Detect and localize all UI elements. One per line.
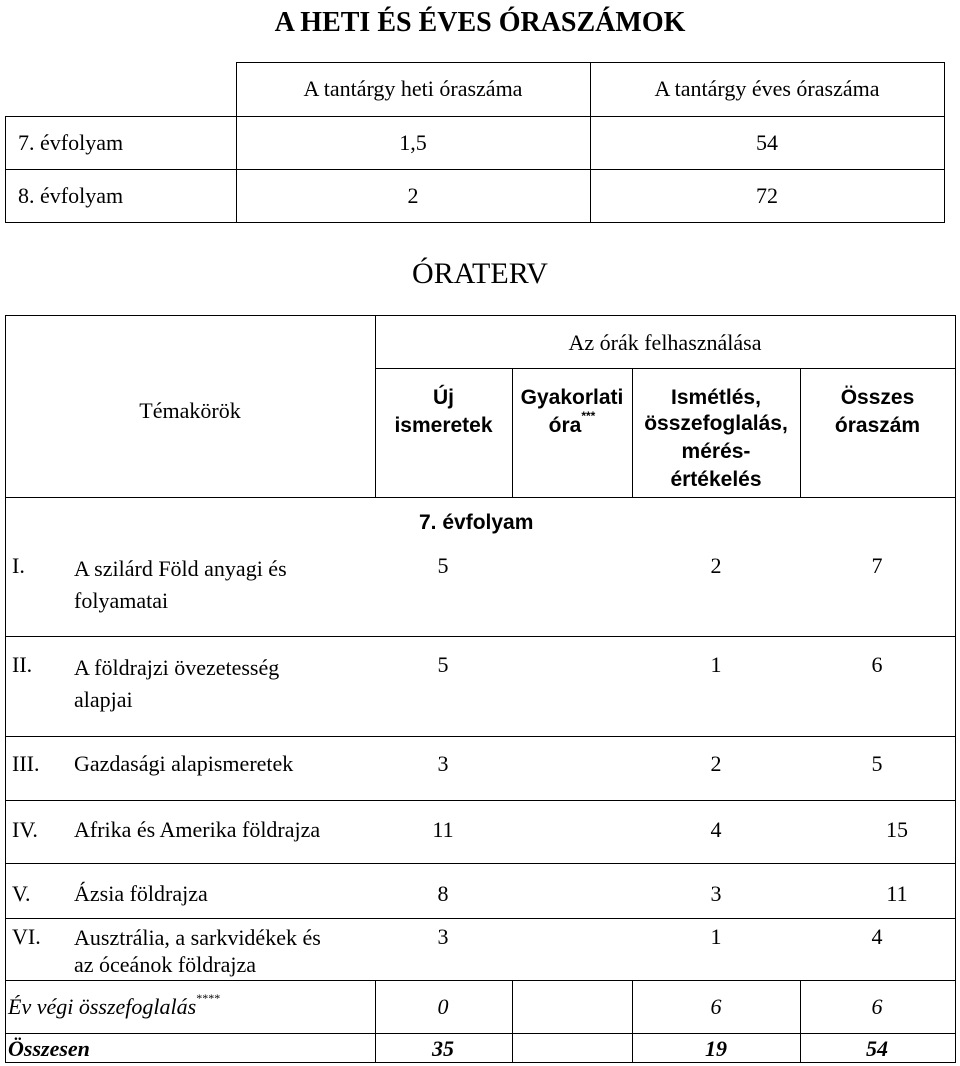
- year-end-review: 6: [710, 994, 722, 1019]
- topics-header: Témakörök: [139, 398, 241, 423]
- page-title: A HETI ÉS ÉVES ÓRASZÁMOK: [274, 7, 686, 38]
- sum-label: Összesen: [8, 1036, 90, 1061]
- new-hours: 11: [432, 817, 454, 842]
- sum-new: 35: [432, 1036, 454, 1061]
- grade-7-weekly: 1,5: [399, 130, 427, 155]
- total-hours: 4: [871, 924, 883, 949]
- grade-8-yearly: 72: [756, 183, 778, 208]
- grade-8-weekly: 2: [407, 183, 419, 208]
- review-hours: 1: [710, 652, 722, 677]
- topic-number: V.: [12, 881, 31, 906]
- new-hours: 3: [437, 751, 449, 776]
- review-hours: 4: [710, 817, 722, 842]
- review-hours: 3: [710, 881, 722, 906]
- topic-name: Ázsia földrajza: [74, 881, 208, 906]
- topic-name: Gazdasági alapismeretek: [74, 751, 294, 776]
- new-knowledge-header: Új ismeretek: [394, 386, 493, 437]
- topic-number: II.: [12, 652, 33, 677]
- grade-7-yearly: 54: [756, 130, 778, 155]
- topic-number: III.: [12, 751, 40, 776]
- sum-total: 54: [866, 1036, 888, 1061]
- weekly-hours-header: A tantárgy heti óraszáma: [303, 76, 523, 101]
- topic-number: VI.: [12, 924, 41, 949]
- review-hours: 2: [710, 553, 722, 578]
- topic-number: IV.: [12, 817, 38, 842]
- grade-label: 7. évfolyam: [419, 511, 534, 534]
- year-end-review-label: Év végi összefoglalás****: [8, 990, 221, 1019]
- grade-7-label: 7. évfolyam: [18, 130, 124, 155]
- total-hours: 5: [871, 751, 883, 776]
- review-hours: 1: [710, 924, 722, 949]
- total-hours: 11: [886, 881, 908, 906]
- topic-name: A szilárd Föld anyagi és folyamatai: [74, 556, 287, 613]
- usage-group-header: Az órák felhasználása: [568, 330, 762, 355]
- new-hours: 3: [437, 924, 449, 949]
- review-hours: 2: [710, 751, 722, 776]
- total-hours: 6: [871, 652, 883, 677]
- topic-name: A földrajzi övezetesség alapjai: [74, 655, 280, 712]
- year-end-new: 0: [437, 994, 449, 1019]
- total-hours: 15: [886, 817, 908, 842]
- sum-review: 19: [705, 1036, 727, 1061]
- total-hours: 7: [871, 553, 883, 578]
- topic-name: Afrika és Amerika földrajza: [74, 817, 321, 842]
- topic-number: I.: [12, 553, 25, 578]
- year-end-total: 6: [871, 994, 883, 1019]
- oraterv-title: ÓRATERV: [412, 257, 548, 290]
- practice-header: Gyakorlati óra***: [520, 386, 624, 437]
- new-hours: 5: [437, 553, 449, 578]
- new-hours: 8: [437, 881, 449, 906]
- grade-8-label: 8. évfolyam: [18, 183, 124, 208]
- topic-name: Ausztrália, a sarkvidékek és az óceánok földrajza: [74, 925, 321, 977]
- review-header: Ismétlés, összefoglalás, mérés- értékelés: [644, 386, 788, 491]
- new-hours: 5: [437, 652, 449, 677]
- total-hours-header: Összes óraszám: [834, 386, 921, 437]
- yearly-hours-header: A tantárgy éves óraszáma: [654, 76, 880, 101]
